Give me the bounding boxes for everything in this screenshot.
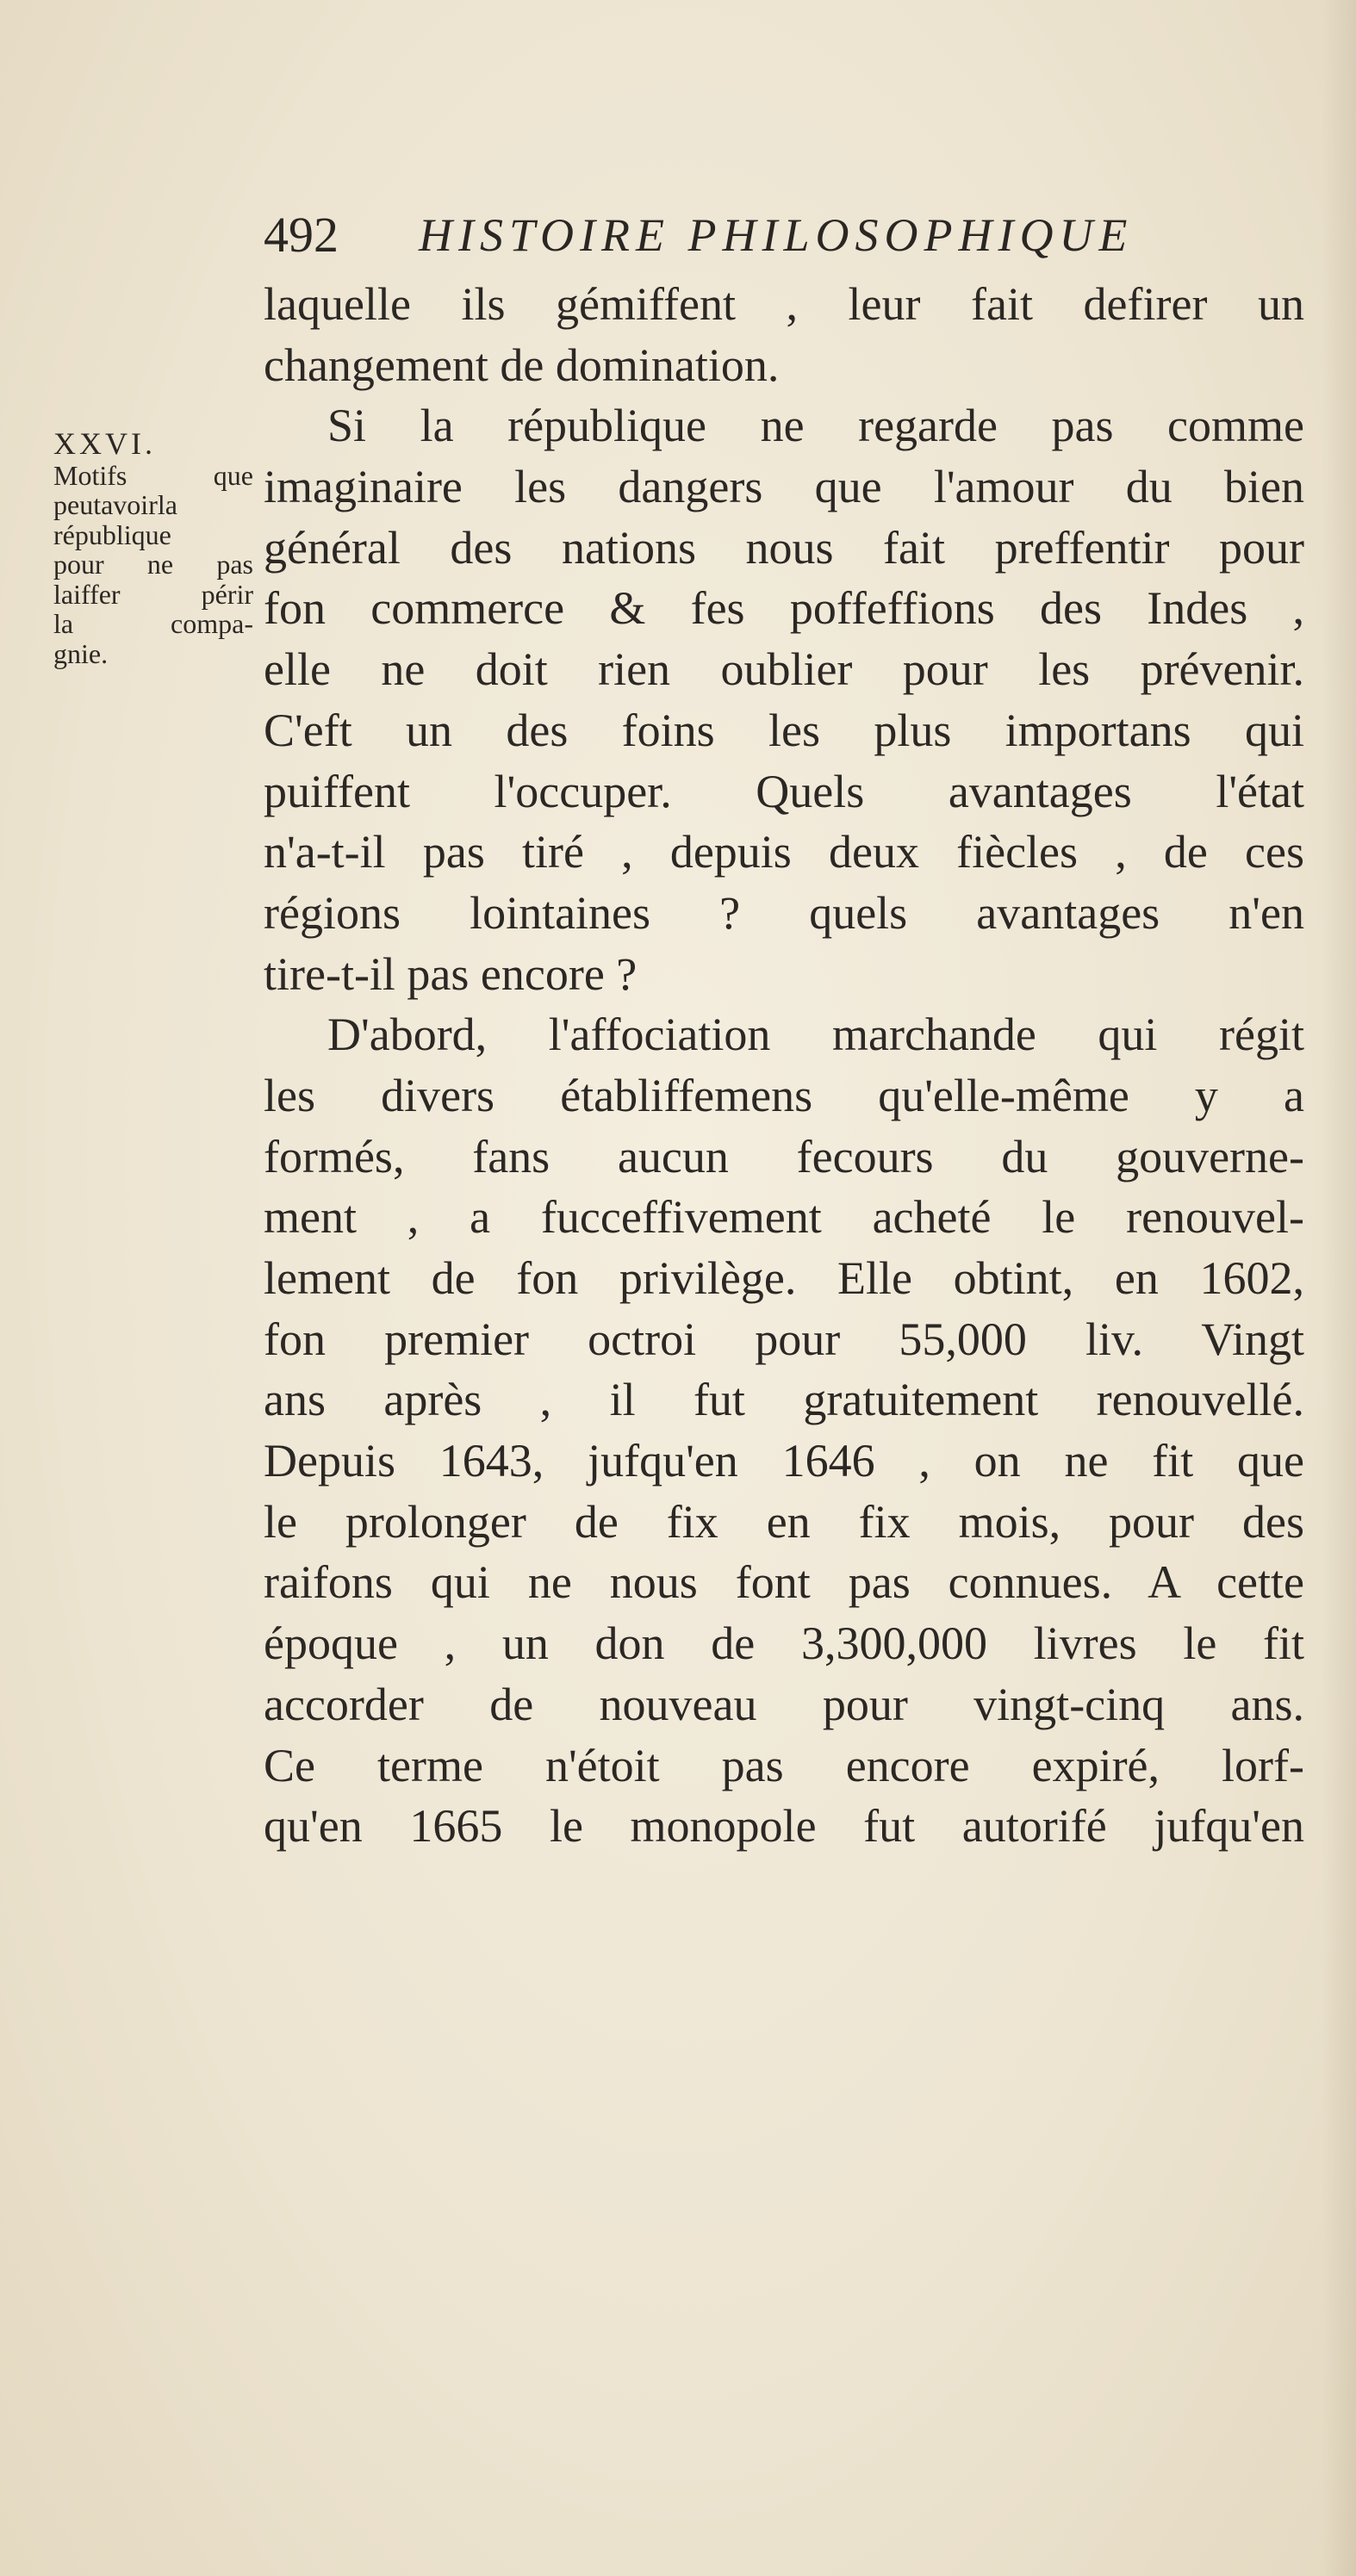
page-header [264, 205, 1280, 265]
text-line: raifons qui ne nous font pas connues. A cette [264, 1556, 1304, 1609]
text-line: fon premier octroi pour 55,000 liv. Vingt [264, 1313, 1304, 1365]
margin-note-line: peutavoirla [53, 489, 177, 520]
text-line: puiffent l'occuper. Quels avantages l'état [264, 765, 1304, 817]
text-line: laquelle ils gémiffent , leur fait defirer un [264, 278, 1304, 330]
text-line: C'eft un des foins les plus importans qui [264, 704, 1304, 756]
margin-note [53, 426, 253, 669]
margin-note-line: pour ne pas [53, 549, 253, 580]
text-line: lement de fon privilège. Elle obtint, en 1602, [264, 1252, 1304, 1304]
text-line: accorder de nouveau pour vingt-cinq ans. [264, 1678, 1304, 1730]
text-line: D'abord, l'affociation marchande qui régit [327, 1009, 1304, 1061]
text-line: tire-t-il pas encore ? [264, 947, 638, 1000]
text-line: formés, fans aucun fecours du gouverne- [264, 1130, 1304, 1182]
text-line: régions lointaines ? quels avantages n'en [264, 886, 1304, 939]
text-line: Si la république ne regarde pas comme [327, 400, 1304, 452]
section-number: XXVI. [53, 426, 156, 461]
text-line: général des nations nous fait preffentir pour [264, 521, 1304, 574]
margin-note-line: Motifs que [53, 459, 253, 491]
text-line: époque , un don de 3,300,000 livres le fit [264, 1617, 1304, 1670]
margin-note-line: la compa- [53, 608, 253, 639]
text-line: Ce terme n'étoit pas encore expiré, lorf- [264, 1739, 1304, 1791]
text-line: ans après , il fut gratuitement renouvellé. [264, 1374, 1304, 1426]
text-line: ment , a fucceffivement acheté le renouvel- [264, 1191, 1304, 1244]
margin-note-line: gnie. [53, 637, 109, 669]
running-head: HISTOIRE PHILOSOPHIQUE [419, 209, 1134, 261]
margin-note-line: laiffer périr [53, 578, 253, 610]
body-text [264, 274, 1304, 1857]
text-line: elle ne doit rien oublier pour les prévenir. [264, 643, 1304, 696]
page-number: 492 [264, 207, 339, 263]
text-line: le prolonger de fix en fix mois, pour des [264, 1495, 1304, 1548]
text-line: imaginaire les dangers que l'amour du bien [264, 461, 1304, 513]
text-line: qu'en 1665 le monopole fut autorifé jufqu'en [264, 1800, 1304, 1853]
text-line: n'a-t-il pas tiré , depuis deux fiècles , de ces [264, 826, 1304, 878]
text-line: changement de domination. [264, 338, 780, 391]
text-line: les divers établiffemens qu'elle-même y a [264, 1069, 1304, 1121]
text-line: Depuis 1643, jufqu'en 1646 , on ne fit que [264, 1435, 1304, 1487]
margin-note-line: république [53, 518, 171, 550]
text-line: fon commerce & fes poffeffions des Indes , [264, 582, 1304, 635]
